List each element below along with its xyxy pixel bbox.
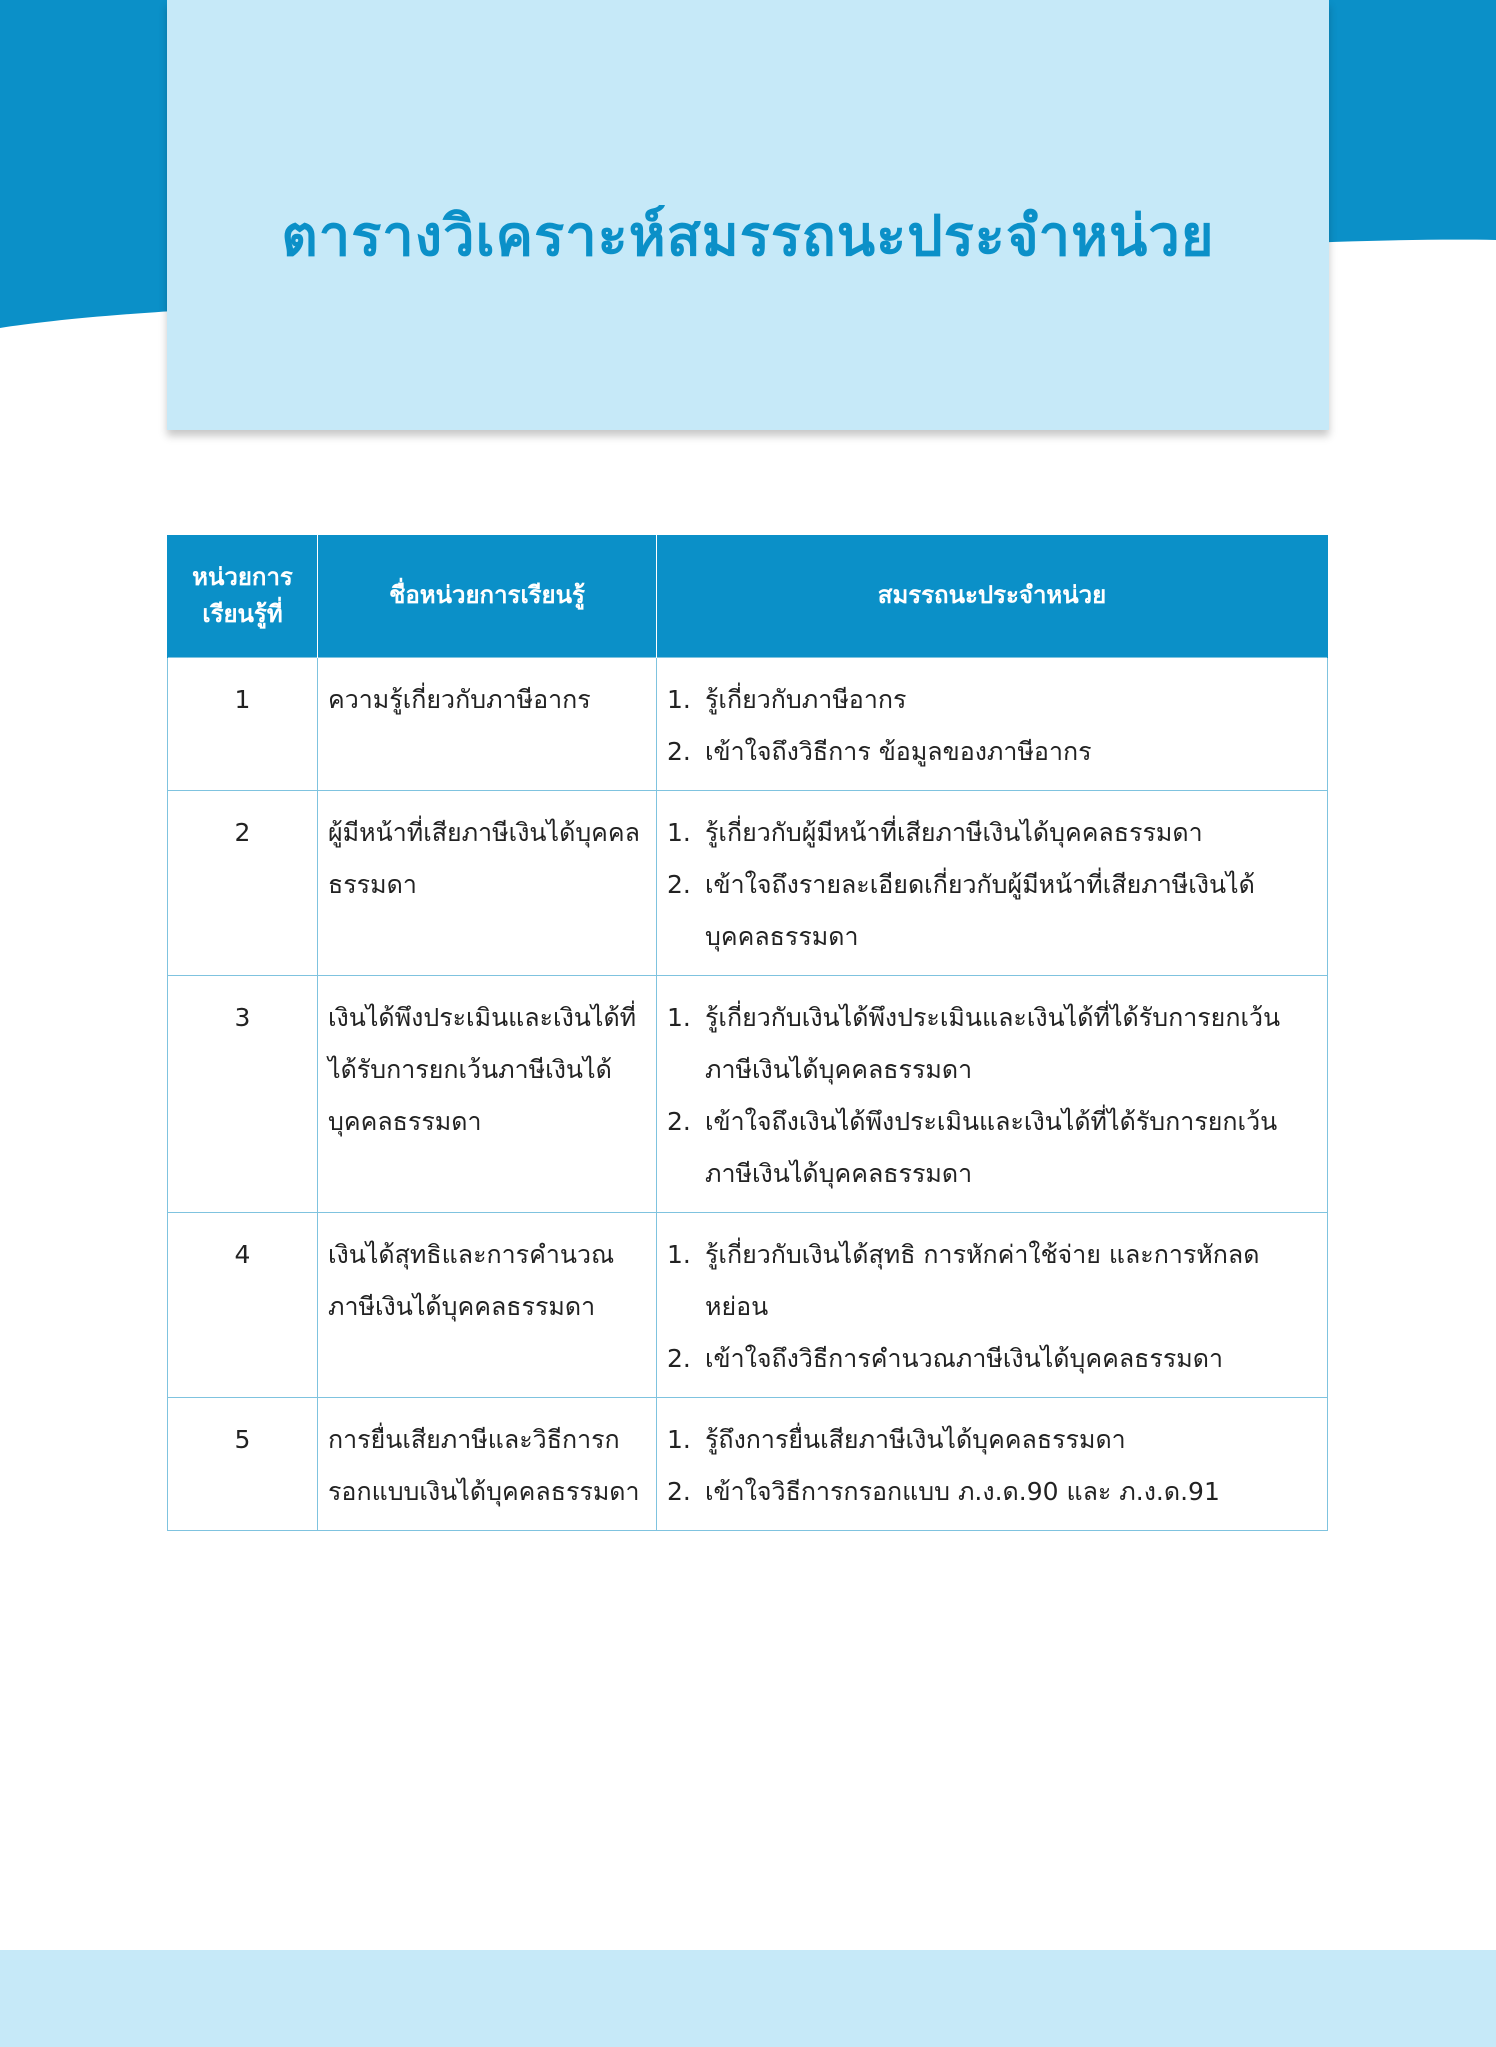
item-text: รู้ถึงการยื่นเสียภาษีเงินได้บุคคลธรรมดา xyxy=(705,1425,1126,1454)
item-number: 2. xyxy=(667,870,691,899)
item-text: รู้เกี่ยวกับเงินได้สุทธิ การหักค่าใช้จ่าย และการหักลดหย่อน xyxy=(705,1240,1260,1321)
item-number: 1. xyxy=(667,1240,691,1269)
footer-band xyxy=(0,1950,1496,2047)
item-text: รู้เกี่ยวกับภาษีอากร xyxy=(705,685,907,714)
item-text: รู้เกี่ยวกับเงินได้พึงประเมินและเงินได้ที่ได้รับการยกเว้นภาษีเงินได้บุคคลธรรมดา xyxy=(705,1003,1281,1084)
table-row xyxy=(168,1398,1328,1531)
competency-cell xyxy=(657,976,1328,1213)
table-row xyxy=(168,658,1328,791)
unit-name-cell: เงินได้พึงประเมินและเงินได้ที่ได้รับการยกเว้นภาษีเงินได้บุคคลธรรมดา xyxy=(318,976,657,1213)
page-title: ตารางวิเคราะห์สมรรถนะประจำหน่วย xyxy=(281,203,1215,269)
competency-item xyxy=(667,807,1317,859)
competency-item xyxy=(667,1229,1317,1333)
header-competency: สมรรถนะประจำหน่วย xyxy=(657,535,1328,658)
competency-cell xyxy=(657,658,1328,791)
unit-name-cell: เงินได้สุทธิและการคำนวณภาษีเงินได้บุคคลธรรมดา xyxy=(318,1213,657,1398)
competency-item xyxy=(667,859,1317,963)
title-card xyxy=(167,0,1329,430)
item-number: 1. xyxy=(667,818,691,847)
competency-item xyxy=(667,674,1317,726)
item-number: 1. xyxy=(667,1003,691,1032)
item-text: เข้าใจถึงวิธีการคำนวณภาษีเงินได้บุคคลธรรมดา xyxy=(705,1344,1224,1373)
item-number: 1. xyxy=(667,685,691,714)
unit-number-cell: 1 xyxy=(168,658,318,791)
unit-name-cell: ผู้มีหน้าที่เสียภาษีเงินได้บุคคลธรรมดา xyxy=(318,791,657,976)
item-text: เข้าใจถึงรายละเอียดเกี่ยวกับผู้มีหน้าที่เสียภาษีเงินได้บุคคลธรรมดา xyxy=(705,870,1255,951)
item-text: เข้าใจถึงวิธีการ ข้อมูลของภาษีอากร xyxy=(705,737,1092,766)
item-number: 1. xyxy=(667,1425,691,1454)
unit-number-cell: 3 xyxy=(168,976,318,1213)
table-header-row xyxy=(168,535,1328,658)
item-number: 2. xyxy=(667,1344,691,1373)
table-row xyxy=(168,1213,1328,1398)
competency-table-container xyxy=(167,535,1327,1531)
item-text: เข้าใจวิธีการกรอกแบบ ภ.ง.ด.90 และ ภ.ง.ด.91 xyxy=(705,1477,1220,1506)
competency-item xyxy=(667,1466,1317,1518)
item-number: 2. xyxy=(667,737,691,766)
item-text: รู้เกี่ยวกับผู้มีหน้าที่เสียภาษีเงินได้บุคคลธรรมดา xyxy=(705,818,1203,847)
unit-name-cell: ความรู้เกี่ยวกับภาษีอากร xyxy=(318,658,657,791)
unit-number-cell: 4 xyxy=(168,1213,318,1398)
header-unit-name: ชื่อหน่วยการเรียนรู้ xyxy=(318,535,657,658)
competency-cell xyxy=(657,1398,1328,1531)
item-text: เข้าใจถึงเงินได้พึงประเมินและเงินได้ที่ได้รับการยกเว้นภาษีเงินได้บุคคลธรรมดา xyxy=(705,1107,1278,1188)
competency-item xyxy=(667,726,1317,778)
competency-cell xyxy=(657,791,1328,976)
table-row xyxy=(168,976,1328,1213)
competency-item xyxy=(667,1333,1317,1385)
item-number: 2. xyxy=(667,1477,691,1506)
competency-cell xyxy=(657,1213,1328,1398)
unit-number-cell: 5 xyxy=(168,1398,318,1531)
competency-item xyxy=(667,1096,1317,1200)
unit-name-cell: การยื่นเสียภาษีและวิธีการกรอกแบบเงินได้บุคคลธรรมดา xyxy=(318,1398,657,1531)
header-unit-number: หน่วยการเรียนรู้ที่ xyxy=(168,535,318,658)
competency-table xyxy=(167,535,1328,1531)
unit-number-cell: 2 xyxy=(168,791,318,976)
competency-item xyxy=(667,1414,1317,1466)
item-number: 2. xyxy=(667,1107,691,1136)
competency-item xyxy=(667,992,1317,1096)
table-row xyxy=(168,791,1328,976)
